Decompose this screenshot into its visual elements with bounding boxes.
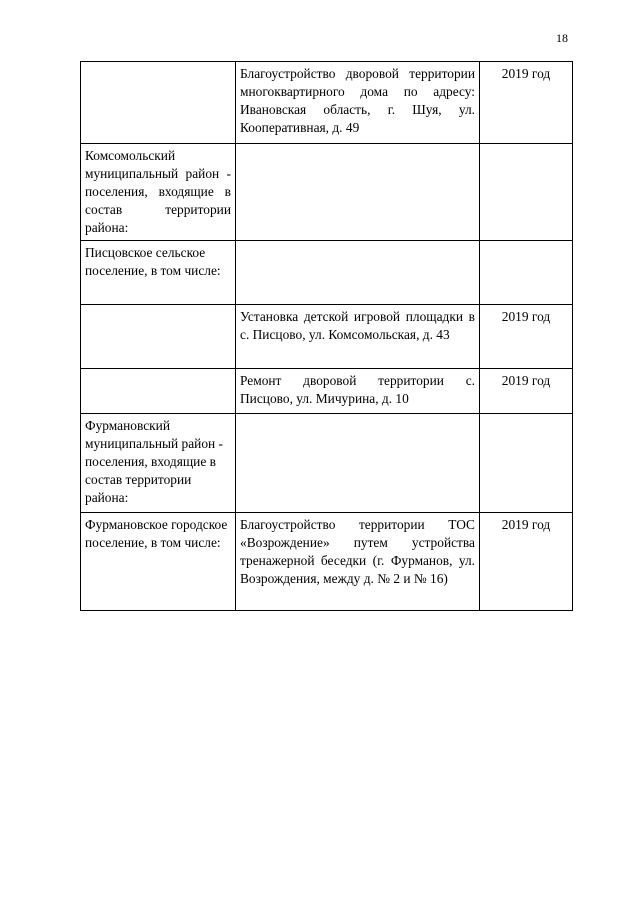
municipality-cell: Писцовское сельское поселение, в том числе: <box>81 241 236 305</box>
table-row <box>81 369 573 414</box>
project-cell: Ремонт дворовой территории с. Писцово, ул. Мичурина, д. 10 <box>236 369 480 414</box>
project-cell <box>236 144 480 241</box>
table-row <box>81 144 573 241</box>
page-number: 18 <box>556 31 568 45</box>
table-row <box>81 62 573 144</box>
project-cell <box>236 241 480 305</box>
project-cell: Установка детской игровой площадки в с. Писцово, ул. Комсомольская, д. 43 <box>236 305 480 369</box>
year-cell <box>480 241 573 305</box>
municipality-cell: Фурмановский муниципальный район - поселения, входящие в состав территории района: <box>81 414 236 513</box>
project-cell <box>236 414 480 513</box>
table-row <box>81 305 573 369</box>
project-cell: Благоустройство территории ТОС «Возрождение» путем устройства тренажерной беседки (г. Фурманов, ул. Возрождения, между д. № 2 и № 16) <box>236 513 480 611</box>
year-cell: 2019 год <box>480 305 573 369</box>
year-cell: 2019 год <box>480 62 573 144</box>
table-row <box>81 513 573 611</box>
year-cell <box>480 414 573 513</box>
municipality-cell <box>81 369 236 414</box>
year-cell: 2019 год <box>480 369 573 414</box>
municipality-cell <box>81 305 236 369</box>
municipality-cell: Комсомольский муниципальный район - поселения, входящие в состав территории района: <box>81 144 236 241</box>
project-cell: Благоустройство дворовой территории многоквартирного дома по адресу: Ивановская область, г. Шуя, ул. Кооперативная, д. 49 <box>236 62 480 144</box>
year-cell: 2019 год <box>480 513 573 611</box>
year-cell <box>480 144 573 241</box>
municipality-cell <box>81 62 236 144</box>
municipality-cell: Фурмановское городское поселение, в том числе: <box>81 513 236 611</box>
table-row <box>81 241 573 305</box>
program-table <box>80 61 573 611</box>
table-row <box>81 414 573 513</box>
